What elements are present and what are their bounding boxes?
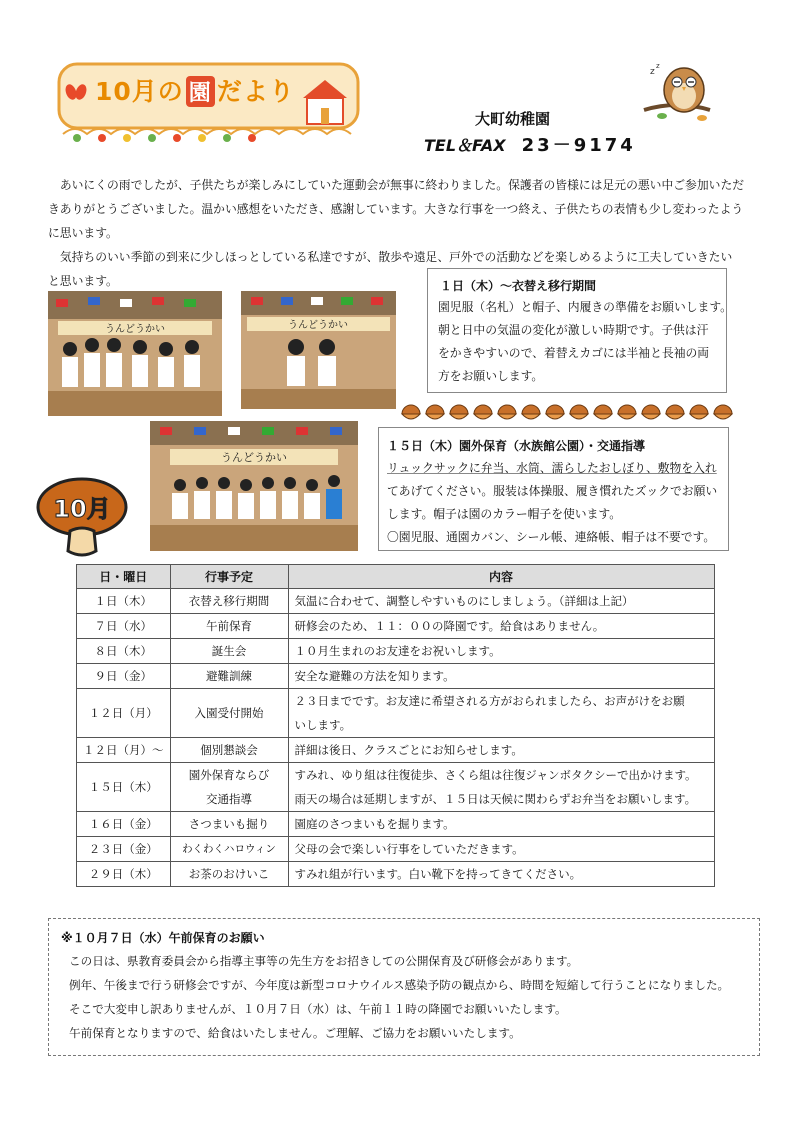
title-banner: [57, 62, 360, 144]
header-event: 行事予定: [170, 565, 288, 589]
row-content: [288, 639, 714, 664]
intro-paragraph-2-end: と思います。: [48, 274, 118, 288]
header-date: 日・曜日: [77, 565, 171, 589]
row-content: [288, 862, 714, 887]
schedule-table: [76, 564, 715, 887]
newsletter-title: [95, 72, 295, 108]
box1-line: をかきやすいので、着替えカゴには半袖と長袖の両: [438, 346, 710, 360]
box2-line: リュックサックに弁当、水筒、濡らしたおしぼり、敷物を入れ: [387, 461, 717, 475]
row-event: [170, 862, 288, 887]
row-event-line: わくわくハロウィン: [182, 843, 276, 855]
row-date: ２９日（木）: [77, 862, 171, 887]
title-prefix: 10月の: [95, 77, 184, 106]
title-suffix: だより: [216, 77, 295, 106]
svg-text:z: z: [650, 67, 655, 77]
box2-line: します。帽子は園のカラー帽子を使います。: [387, 507, 622, 521]
sports-day-photo-3: [150, 421, 358, 551]
svg-text:z: z: [656, 62, 660, 70]
school-tel: [424, 131, 636, 157]
month-badge: [36, 477, 128, 559]
row-date: ８日（木）: [77, 639, 171, 664]
table-row: [77, 837, 715, 862]
row-date: １２日（月）: [77, 689, 171, 738]
row-event-line: 交通指導: [206, 792, 252, 806]
row-content-line: 安全な避難の方法を知ります。: [294, 669, 455, 683]
row-event: [170, 812, 288, 837]
row-event-line: 避難訓練: [206, 669, 252, 683]
table-row: [77, 639, 715, 664]
row-date: １２日（月）～: [77, 738, 171, 763]
row-event-line: 誕生会: [211, 644, 247, 658]
row-event: [170, 689, 288, 738]
owl-icon: [642, 60, 712, 124]
table-row: [77, 738, 715, 763]
row-event-line: さつまいも掘り: [188, 817, 270, 831]
header-content: 内容: [288, 565, 714, 589]
leaf-row: [73, 134, 256, 142]
row-content-line: 詳細は後日、クラスごとにお知らせします。: [294, 743, 523, 757]
notice-line: 例年、午後まで行う研修会ですが、今年度は新型コロナウイルス感染予防の観点から、時間を短縮して行うことになりました。: [69, 978, 730, 992]
row-content-line: 父母の会で楽しい行事をしていただきます。: [294, 842, 524, 856]
row-content-line: ２３日までです。お友達に希望される方がおられましたら、お声がけをお願: [294, 694, 685, 708]
row-content-line: すみれ組が行います。白い靴下を持ってきてください。: [294, 867, 582, 881]
notice-box: [48, 918, 760, 1056]
school-name: 大町幼稚園: [475, 110, 551, 128]
intro-paragraph-1: [48, 173, 748, 245]
intro-text-2: 気持ちのいい季節の到来に少しほっとしている私達ですが、散歩や遠足、戸外での活動などを楽しめるように工夫していきたい: [59, 250, 733, 264]
row-content: [288, 664, 714, 689]
sports-day-photo-1: [48, 291, 222, 416]
box1-heading: １日（木）～衣替え移行期間: [440, 279, 597, 293]
row-event-line: お茶のおけいこ: [188, 867, 270, 881]
acorn-border-icon: [398, 402, 748, 424]
table-header-row: [77, 565, 715, 589]
box1-line: 方をお願いします。: [438, 369, 544, 383]
row-content: [288, 614, 714, 639]
box1-line: 園児服（名札）と帽子、内履きの準備をお願いします。: [438, 300, 732, 314]
row-content: [288, 689, 714, 738]
notice-heading: ※１０月７日（水）午前保育のお願い: [61, 931, 265, 945]
tel-label: TEL＆FAX: [424, 136, 506, 155]
month-badge-text: 10月: [53, 495, 111, 523]
sports-day-photo-2: [241, 291, 396, 409]
table-row: [77, 589, 715, 614]
notice-line: この日は、県教育委員会から指導主事等の先生方をお招きしての公開保育及び研修会があります。: [69, 954, 579, 968]
row-content-line: １０月生まれのお友達をお祝いします。: [294, 644, 501, 658]
row-event: [170, 763, 288, 812]
row-content: [288, 812, 714, 837]
row-date: ９日（金）: [77, 664, 171, 689]
row-event-line: 午前保育: [206, 619, 252, 633]
photo-banner-text-2: うんどうかい: [288, 320, 348, 331]
intro-paragraph-2: [48, 245, 748, 269]
row-event: [170, 639, 288, 664]
intro-text-1: あいにくの雨でしたが、子供たちが楽しみにしていた運動会が無事に終わりました。保護者の皆様には足元の悪い中ご参加いただきありがとうございました。温かい感想をいただき、感謝しています。大きな行事を一つ終え、子供たちの表情も少し変わったように思います。: [48, 178, 745, 240]
row-content-line: すみれ、ゆり組は往復徒歩、さくら組は往復ジャンボタクシーで出かけます。: [294, 768, 697, 782]
row-content-line: 研修会のため、１１：００の降園です。給食はありません。: [294, 619, 605, 633]
table-row: [77, 664, 715, 689]
table-row: [77, 689, 715, 738]
row-event: [170, 837, 288, 862]
notice-line: 午前保育となりますので、給食はいたしません。ご理解、ご協力をお願いいたします。: [69, 1026, 521, 1040]
row-date: ７日（水）: [77, 614, 171, 639]
row-content-line: 気温に合わせて、調整しやすいものにしましょう。（詳細は上記）: [294, 594, 634, 608]
row-event: [170, 589, 288, 614]
row-content-line: いします。: [294, 718, 352, 732]
row-content-line: 雨天の場合は延期しますが、１５日は天候に関わらずお弁当をお願いします。: [294, 792, 697, 806]
photo-banner-text-3: うんどうかい: [221, 451, 287, 464]
row-event-line: 衣替え移行期間: [188, 594, 270, 608]
schedule-body: [77, 589, 715, 887]
tel-number: 23－9174: [521, 135, 636, 156]
table-row: [77, 763, 715, 812]
info-box-clothing-change: [427, 268, 732, 393]
row-event-line: 入園受付開始: [194, 706, 264, 720]
row-content: [288, 763, 714, 812]
row-date: １５日（木）: [77, 763, 171, 812]
table-row: [77, 862, 715, 887]
box1-line: 朝と日中の気温の変化が激しい時期です。子供は汗: [438, 323, 709, 337]
box2-heading: １５日（木）園外保育（水族館公園）・交通指導: [387, 439, 646, 453]
notice-line: そこで大変申し訳ありませんが、１０月７日（水）は、午前１１時の降園でお願いいたします。: [69, 1002, 567, 1016]
row-content: [288, 589, 714, 614]
row-event: [170, 664, 288, 689]
box2-line: 〇園児服、通園カバン、シール帳、連絡帳、帽子は不要です。: [387, 530, 716, 544]
row-date: ２３日（金）: [77, 837, 171, 862]
row-event: [170, 738, 288, 763]
row-content: [288, 837, 714, 862]
row-event: [170, 614, 288, 639]
row-event-line: 個別懇談会: [200, 743, 258, 757]
row-date: １日（木）: [77, 589, 171, 614]
box2-line: てあげてください。服装は体操服、履き慣れたズックでお願い: [387, 484, 718, 498]
photo-banner-text-1: うんどうかい: [105, 324, 165, 335]
title-kanji: 園: [186, 76, 215, 107]
table-row: [77, 812, 715, 837]
table-row: [77, 614, 715, 639]
row-event-line: 園外保育ならび: [188, 768, 270, 782]
info-box-field-trip: [378, 427, 729, 551]
row-content: [288, 738, 714, 763]
row-content-line: 園庭のさつまいもを掘ります。: [294, 817, 455, 831]
row-date: １６日（金）: [77, 812, 171, 837]
